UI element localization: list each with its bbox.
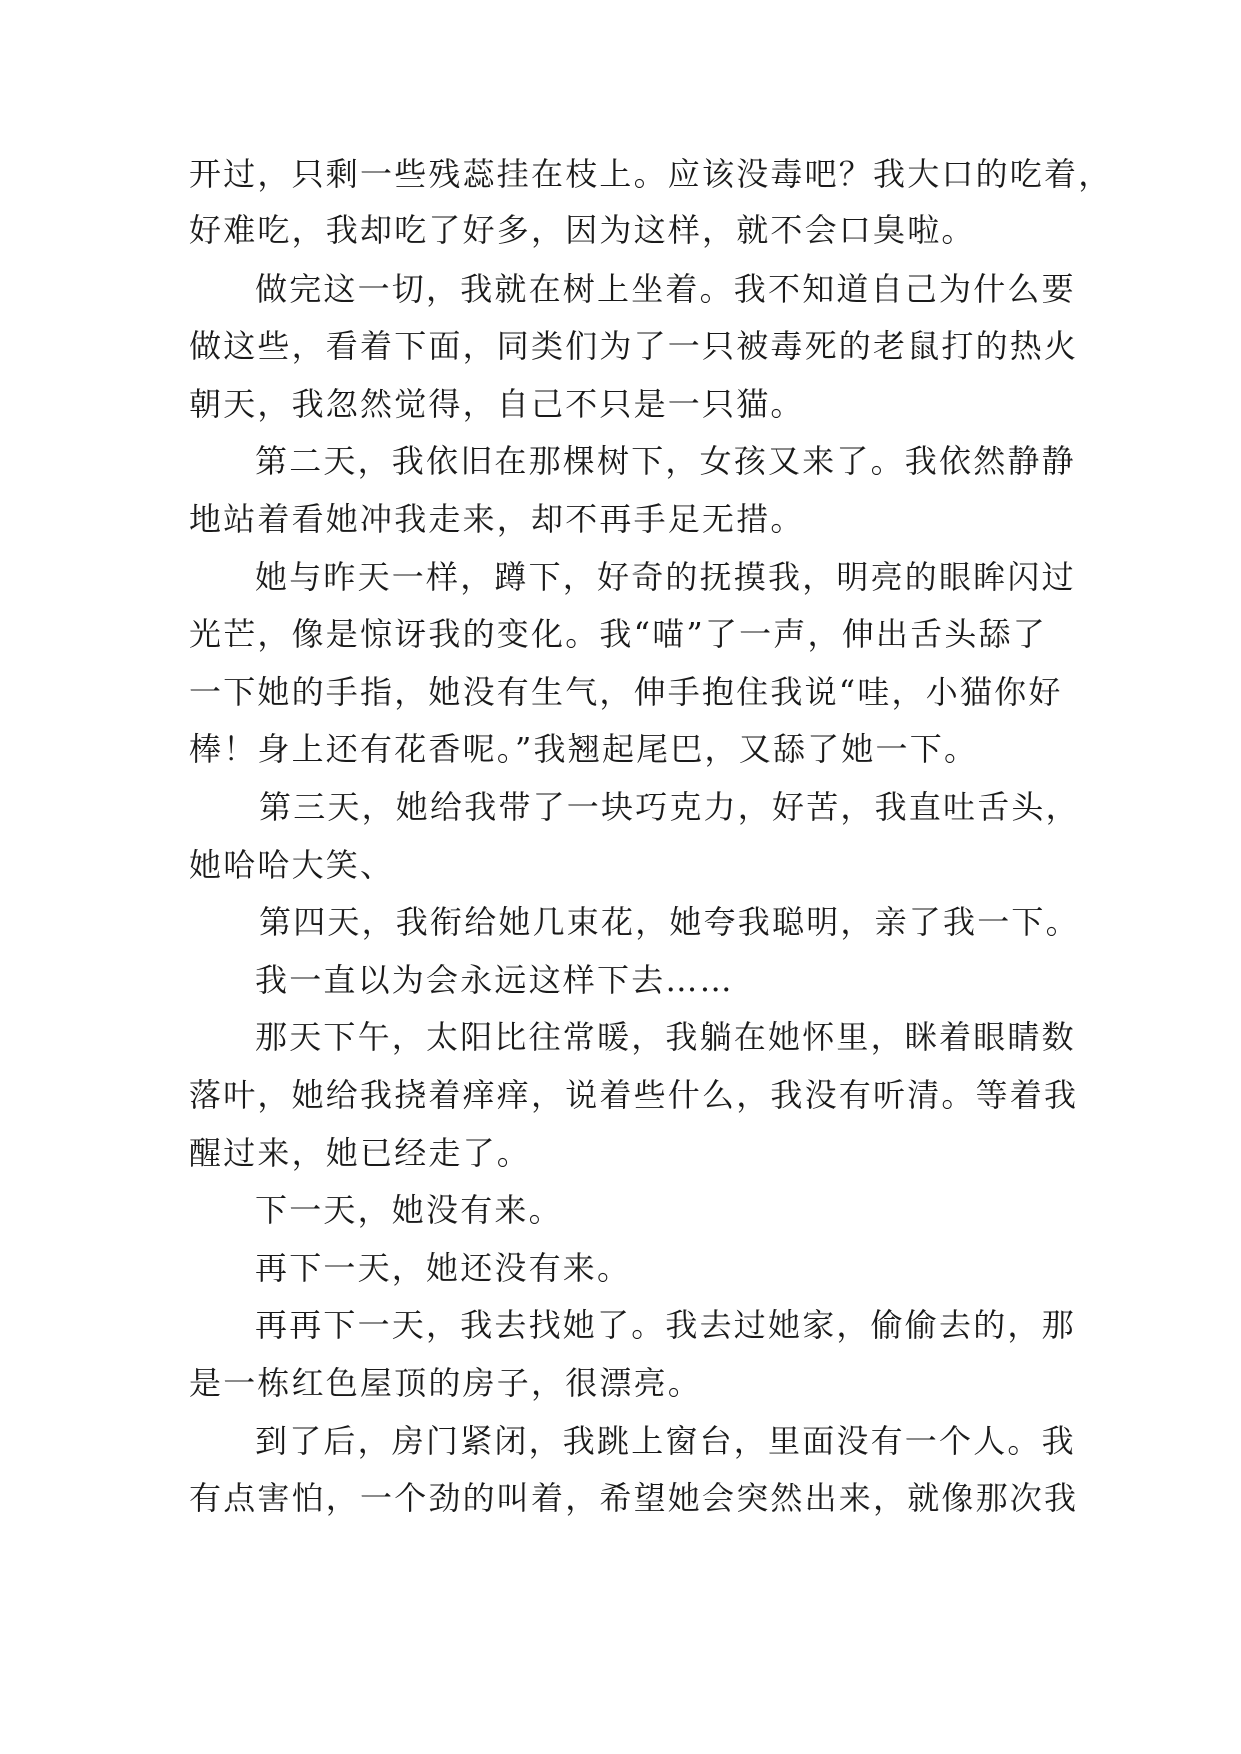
text-line-16: 那天下午，太阳比往常暖，我躺在她怀里，眯着眼睛数 [255, 1018, 1076, 1056]
text-line-1: 开过，只剩一些残蕊挂在枝上。应该没毒吧？我大口的吃着， [189, 155, 1113, 193]
text-line-24: 有点害怕，一个劲的叫着，希望她会突然出来，就像那次我 [189, 1479, 1079, 1517]
text-line-3: 做完这一切，我就在树上坐着。我不知道自己为什么要 [255, 270, 1076, 308]
text-line-10: 一下她的手指，她没有生气，伸手抱住我说“哇，小猫你好 [189, 673, 1063, 711]
text-line-5: 朝天，我忽然觉得，自己不只是一只猫。 [189, 385, 805, 423]
text-line-2: 好难吃，我却吃了好多，因为这样，就不会口臭啦。 [189, 211, 976, 249]
text-line-22: 是一栋红色屋顶的房子，很漂亮。 [189, 1364, 703, 1402]
text-line-7: 地站着看她冲我走来，却不再手足无措。 [189, 500, 805, 538]
text-line-17: 落叶，她给我挠着痒痒，说着些什么，我没有听清。等着我 [189, 1076, 1079, 1114]
text-line-6: 第二天，我依旧在那棵树下，女孩又来了。我依然静静 [255, 442, 1076, 480]
text-line-23: 到了后，房门紧闭，我跳上窗台，里面没有一个人。我 [255, 1422, 1076, 1460]
text-line-13: 她哈哈大笑、 [189, 846, 395, 884]
text-line-18: 醒过来，她已经走了。 [189, 1134, 532, 1172]
text-line-8: 她与昨天一样，蹲下，好奇的抚摸我，明亮的眼眸闪过 [255, 558, 1076, 596]
text-line-14: 第四天，我衔给她几束花，她夸我聪明，亲了我一下。 [259, 903, 1080, 941]
text-line-15: 我一直以为会永远这样下去…… [255, 961, 734, 999]
text-line-20: 再下一天，她还没有来。 [255, 1249, 632, 1287]
text-line-19: 下一天，她没有来。 [255, 1191, 563, 1229]
text-line-12: 第三天，她给我带了一块巧克力，好苦，我直吐舌头， [259, 788, 1080, 826]
text-line-21: 再再下一天，我去找她了。我去过她家，偷偷去的，那 [255, 1306, 1076, 1344]
text-line-11: 棒！身上还有花香呢。”我翘起尾巴，又舔了她一下。 [189, 730, 979, 768]
text-line-4: 做这些，看着下面，同类们为了一只被毒死的老鼠打的热火 [189, 327, 1079, 365]
text-line-9: 光芒，像是惊讶我的变化。我“喵”了一声，伸出舌头舔了 [189, 615, 1047, 653]
